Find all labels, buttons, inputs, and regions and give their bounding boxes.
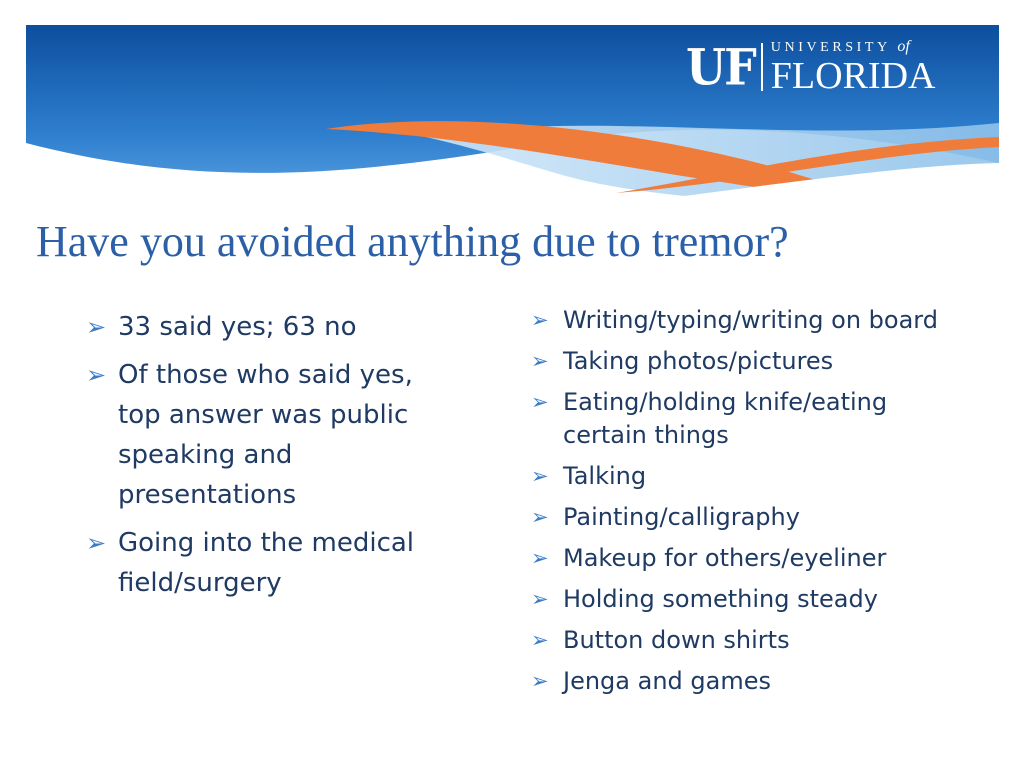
list-item: [86, 355, 456, 515]
list-item-text: Taking photos/pictures: [563, 347, 834, 375]
logo-wordmark: [771, 39, 936, 95]
uf-logo: [686, 38, 935, 96]
logo-florida: FLORIDA: [770, 55, 936, 97]
arrowhead-bullet-icon: ➢: [531, 390, 549, 414]
arrowhead-bullet-icon: ➢: [531, 464, 549, 488]
list-item-text: Button down shirts: [563, 626, 790, 654]
logo-university: UNIVERSITY: [770, 40, 891, 55]
list-item: [531, 386, 961, 452]
list-item: [531, 345, 961, 378]
list-item-text: Talking: [563, 462, 647, 490]
list-item-text: Writing/typing/writing on board: [563, 306, 938, 334]
arrowhead-bullet-icon: ➢: [531, 587, 549, 611]
arrowhead-bullet-icon: ➢: [86, 313, 107, 341]
logo-mark: UF: [686, 37, 755, 97]
arrowhead-bullet-icon: ➢: [531, 546, 549, 570]
list-item-text: Makeup for others/eyeliner: [563, 544, 887, 572]
list-item: [531, 304, 961, 337]
arrowhead-bullet-icon: ➢: [86, 529, 107, 557]
logo-divider: [761, 43, 763, 91]
list-item: [86, 307, 456, 347]
arrowhead-bullet-icon: ➢: [531, 308, 549, 332]
arrowhead-bullet-icon: ➢: [531, 505, 549, 529]
list-item-text: Painting/calligraphy: [563, 503, 800, 531]
list-item-text: Jenga and games: [563, 667, 771, 695]
left-bullet-list: [86, 307, 456, 611]
list-item: [531, 583, 961, 616]
list-item: [531, 460, 961, 493]
right-bullet-list: [531, 304, 961, 706]
list-item-text: Eating/holding knife/eating certain things: [563, 388, 888, 449]
list-item: [531, 665, 961, 698]
list-item: [86, 523, 456, 603]
list-item: [531, 542, 961, 575]
arrowhead-bullet-icon: ➢: [531, 628, 549, 652]
arrowhead-bullet-icon: ➢: [86, 361, 107, 389]
arrowhead-bullet-icon: ➢: [531, 669, 549, 693]
list-item: [531, 501, 961, 534]
logo-university-line: [771, 39, 936, 55]
slide-title: Have you avoided anything due to tremor?: [36, 217, 789, 266]
list-item: [531, 624, 961, 657]
logo-of: of: [897, 38, 910, 55]
list-item-text: Holding something steady: [563, 585, 878, 613]
list-item-text: Going into the medical field/surgery: [118, 528, 415, 598]
arrowhead-bullet-icon: ➢: [531, 349, 549, 373]
list-item-text: Of those who said yes, top answer was public speaking and presentations: [118, 360, 413, 510]
list-item-text: 33 said yes; 63 no: [118, 312, 357, 342]
